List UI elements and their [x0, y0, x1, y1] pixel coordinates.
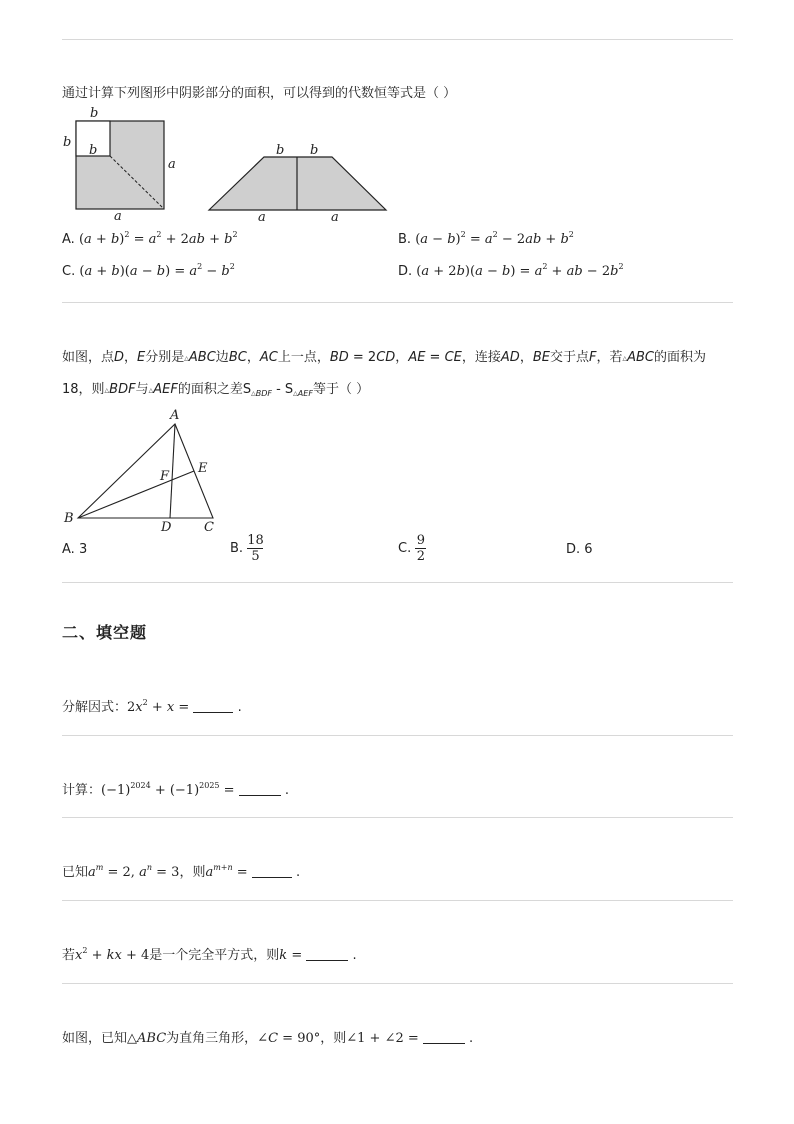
q2-option-d[interactable]: D. 6 [566, 542, 593, 557]
label-F: F [160, 469, 170, 484]
answer-blank[interactable] [306, 949, 348, 961]
label-b-inner: b [89, 143, 98, 158]
fill-question-1: 分解因式：$2x^2 + x$ = . [62, 698, 242, 715]
answer-blank[interactable] [193, 701, 233, 713]
fraction-18-5: $\frac{18}{5}$ [247, 533, 264, 564]
label-a-trap-right: a [331, 210, 339, 224]
separator [62, 983, 733, 984]
separator [62, 817, 733, 818]
q2-option-a[interactable]: A. 3 [62, 542, 88, 557]
label-D: D [161, 520, 172, 535]
fill-question-4: 若$x^2$ + kx + 4是一个完全平方式，则k = . [62, 946, 357, 963]
q2-stem-line1: 如图，点D，E分别是△ABC边BC，AC上一点，BD = 2CD，AE = CE，连接AD，BE交于点F，若△ABC的面积为 [62, 350, 707, 365]
label-a-trap-left: a [258, 210, 266, 224]
label-a-right: a [168, 157, 176, 172]
label-a-bottom: a [114, 209, 122, 224]
segment-ad [170, 424, 175, 518]
separator [62, 302, 733, 303]
fill-question-3: 已知$a^m = 2$, $a^n = 3$，则$a^{m+n}$ = . [62, 863, 301, 880]
label-b-left: b [63, 135, 72, 150]
label-A: A [170, 408, 180, 423]
q1-option-a[interactable]: A. $(a + b)^2 = a^2 + 2ab + b^2$ [62, 230, 238, 247]
q1-option-c[interactable]: C. $(a + b)(a - b) = a^2 - b^2$ [62, 262, 235, 279]
answer-blank[interactable] [252, 866, 292, 878]
q1-figure [60, 104, 400, 224]
q2-option-b[interactable]: B. $\frac{18}{5}$ [230, 533, 264, 564]
label-b-trap-left: b [276, 143, 285, 158]
label-b-trap-right: b [310, 143, 319, 158]
q2-triangle-figure [60, 404, 230, 538]
separator [62, 582, 733, 583]
q1-option-d[interactable]: D. $(a + 2b)(a - b) = a^2$ + ab − $2b^2$ [398, 262, 624, 279]
fill-question-5: 如图，已知△ABC为直角三角形，∠C = 90°，则∠1 + ∠2 = . [62, 1031, 474, 1046]
label-B: B [64, 511, 74, 526]
fraction-9-2: $\frac{9}{2}$ [416, 533, 425, 564]
fill-question-2: 计算：$(-1)^{2024} + (-1)^{2025}$ = . [62, 781, 289, 798]
answer-blank[interactable] [423, 1032, 465, 1044]
separator [62, 900, 733, 901]
label-C: C [204, 520, 214, 535]
q1-option-b[interactable]: B. $(a - b)^2 = a^2 - 2ab + b^2$ [398, 230, 574, 247]
q2-stem-line2: 18，则△BDF与△AEF的面积之差$S_{\triangle BDF} - S_{\triangle AEF}$等于（ ） [62, 382, 370, 398]
separator [62, 39, 733, 40]
separator [62, 735, 733, 736]
q2-option-c[interactable]: C. $\frac{9}{2}$ [398, 533, 425, 564]
segment-be [78, 471, 194, 518]
label-b-top: b [90, 106, 99, 121]
answer-blank[interactable] [239, 784, 281, 796]
q1-stem: 通过计算下列图形中阴影部分的面积，可以得到的代数恒等式是（ ） [62, 86, 457, 101]
label-E: E [198, 461, 208, 476]
section-title: 二、填空题 [62, 623, 148, 642]
